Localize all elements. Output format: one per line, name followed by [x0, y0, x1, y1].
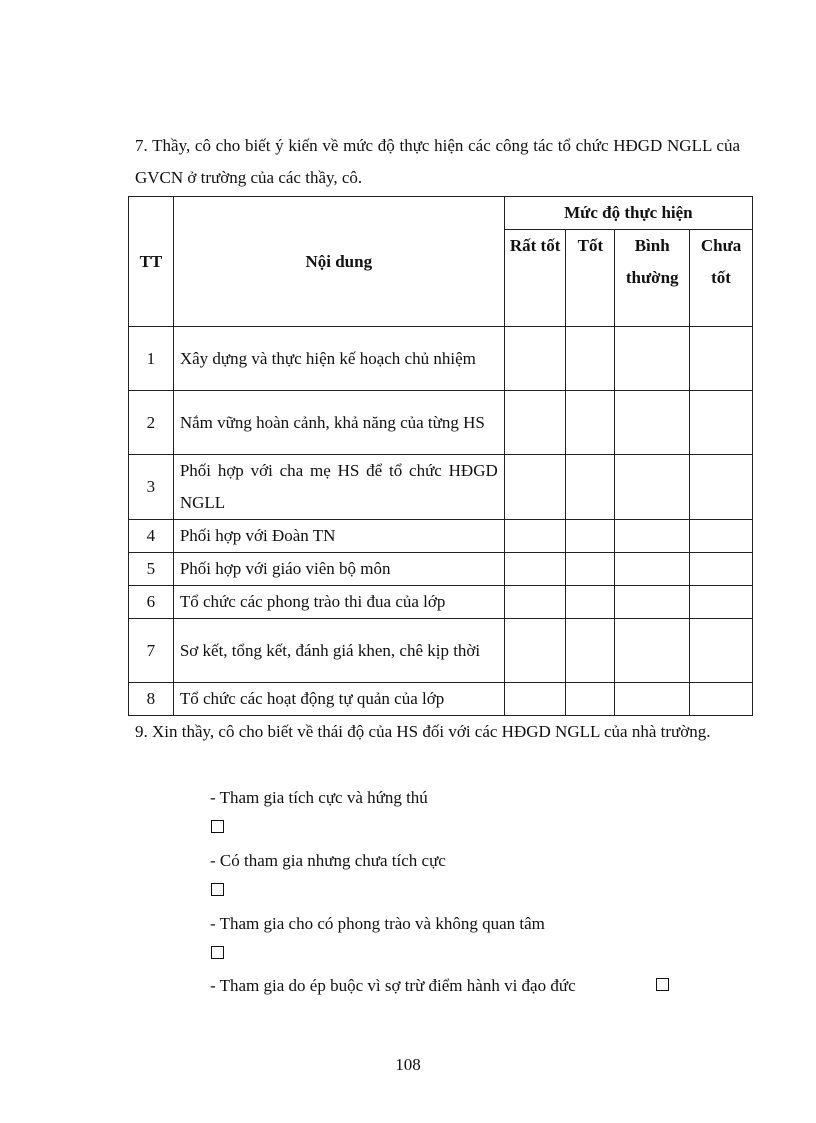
rating-cell[interactable]: [566, 553, 615, 586]
table-row: [129, 455, 753, 520]
rating-cell[interactable]: [690, 619, 753, 683]
header-level-very-good: Rất tốt: [504, 230, 566, 327]
option-active-interest: - Tham gia tích cực và hứng thú: [210, 788, 428, 807]
row-number: 7: [129, 619, 174, 683]
rating-cell[interactable]: [690, 327, 753, 391]
checkbox-option-4[interactable]: [656, 978, 669, 991]
table-row: [129, 520, 753, 553]
row-content: Nắm vững hoàn cảnh, khả năng của từng HS: [173, 391, 504, 455]
row-number: 5: [129, 553, 174, 586]
table-row: [129, 619, 753, 683]
rating-cell[interactable]: [566, 619, 615, 683]
row-number: 8: [129, 683, 174, 716]
rating-cell[interactable]: [504, 455, 566, 520]
table-row: [129, 683, 753, 716]
assessment-table: [128, 196, 753, 716]
rating-cell[interactable]: [504, 520, 566, 553]
rating-cell[interactable]: [690, 683, 753, 716]
rating-cell[interactable]: [504, 553, 566, 586]
rating-cell[interactable]: [615, 586, 690, 619]
rating-cell[interactable]: [615, 327, 690, 391]
rating-cell[interactable]: [504, 683, 566, 716]
rating-cell[interactable]: [566, 683, 615, 716]
row-number: 3: [129, 455, 174, 520]
header-content: Nội dung: [173, 197, 504, 327]
header-tt: TT: [129, 197, 174, 327]
row-number: 2: [129, 391, 174, 455]
rating-cell[interactable]: [504, 327, 566, 391]
rating-cell[interactable]: [615, 391, 690, 455]
row-content: Phối hợp với giáo viên bộ môn: [173, 553, 504, 586]
rating-cell[interactable]: [690, 520, 753, 553]
row-content: Phối hợp với cha mẹ HS để tổ chức HĐGD NGLL: [173, 455, 504, 520]
rating-cell[interactable]: [615, 619, 690, 683]
option-formality: - Tham gia cho có phong trào và không quan tâm: [210, 914, 545, 933]
page-number: 108: [395, 1055, 421, 1074]
header-level-good: Tốt: [566, 230, 615, 327]
rating-cell[interactable]: [504, 619, 566, 683]
row-content: Tổ chức các phong trào thi đua của lớp: [173, 586, 504, 619]
header-level-group: Mức độ thực hiện: [504, 197, 752, 230]
row-content: Sơ kết, tổng kết, đánh giá khen, chê kịp thời: [173, 619, 504, 683]
checkbox-option-2[interactable]: [211, 883, 224, 896]
table-row: [129, 391, 753, 455]
row-content: Phối hợp với Đoàn TN: [173, 520, 504, 553]
table-row: [129, 586, 753, 619]
rating-cell[interactable]: [690, 553, 753, 586]
rating-cell[interactable]: [504, 391, 566, 455]
rating-cell[interactable]: [566, 455, 615, 520]
rating-cell[interactable]: [615, 553, 690, 586]
table-row: [129, 553, 753, 586]
rating-cell[interactable]: [615, 520, 690, 553]
rating-cell[interactable]: [690, 586, 753, 619]
rating-cell[interactable]: [690, 455, 753, 520]
rating-cell[interactable]: [566, 391, 615, 455]
checkbox-option-3[interactable]: [211, 946, 224, 959]
rating-cell[interactable]: [566, 586, 615, 619]
row-content: Xây dựng và thực hiện kế hoạch chủ nhiệm: [173, 327, 504, 391]
rating-cell[interactable]: [566, 520, 615, 553]
row-number: 4: [129, 520, 174, 553]
row-content: Tổ chức các hoạt động tự quản của lớp: [173, 683, 504, 716]
header-level-average: Bình thường: [615, 230, 690, 327]
header-level-not-good: Chưa tốt: [690, 230, 753, 327]
rating-cell[interactable]: [615, 455, 690, 520]
rating-cell[interactable]: [566, 327, 615, 391]
row-number: 1: [129, 327, 174, 391]
rating-cell[interactable]: [615, 683, 690, 716]
question-9: 9. Xin thầy, cô cho biết về thái độ của HS đối với các HĐGD NGLL của nhà trường.: [135, 722, 711, 741]
checkbox-option-1[interactable]: [211, 820, 224, 833]
rating-cell[interactable]: [504, 586, 566, 619]
row-number: 6: [129, 586, 174, 619]
rating-cell[interactable]: [690, 391, 753, 455]
option-not-active: - Có tham gia nhưng chưa tích cực: [210, 851, 446, 870]
option-forced: - Tham gia do ép buộc vì sợ trừ điểm hành vi đạo đức: [210, 976, 576, 995]
table-row: [129, 327, 753, 391]
question-7: 7. Thầy, cô cho biết ý kiến về mức độ thực hiện các công tác tổ chức HĐGD NGLL của GVCN ở trường của các thầy, cô.: [135, 136, 740, 187]
